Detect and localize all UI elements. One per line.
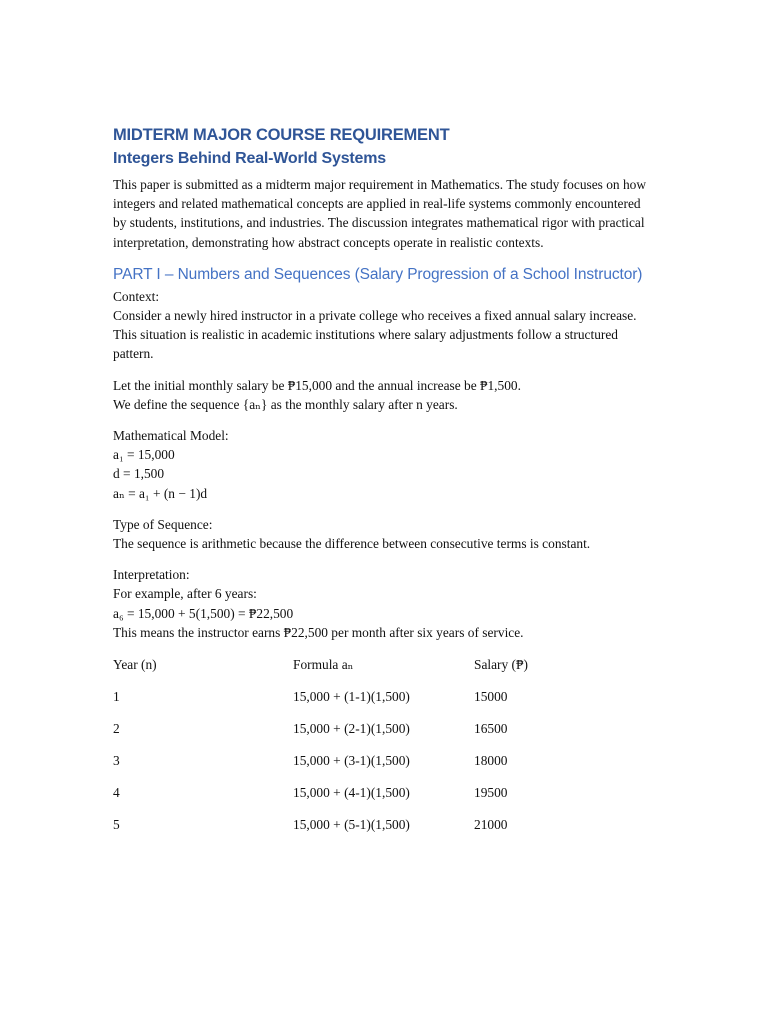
table-row <box>113 751 574 783</box>
cell-formula: 15,000 + (4-1)(1,500) <box>293 785 410 801</box>
table-row <box>113 815 574 847</box>
type-section <box>113 515 653 553</box>
setup-line-1: Let the initial monthly salary be ₱15,000 and the annual increase be ₱1,500. <box>113 377 521 393</box>
cell-year: 2 <box>113 721 120 737</box>
interp-label: Interpretation: <box>113 567 190 583</box>
setup-section <box>113 376 653 414</box>
cell-formula: 15,000 + (2-1)(1,500) <box>293 721 410 737</box>
setup-line-2: We define the sequence {aₙ} as the monthly salary after n years. <box>113 396 458 412</box>
cell-salary: 21000 <box>474 817 508 833</box>
cell-salary: 18000 <box>474 753 508 769</box>
part1-heading: PART I – Numbers and Sequences (Salary Progression of a School Instructor) <box>113 265 643 283</box>
interp-line-3: This means the instructor earns ₱22,500 per month after six years of service. <box>113 624 524 640</box>
context-label: Context: <box>113 288 160 304</box>
model-section <box>113 426 653 503</box>
type-text: The sequence is arithmetic because the difference between consecutive terms is constant. <box>113 536 591 552</box>
table-header-row <box>113 655 574 687</box>
cell-salary: 15000 <box>474 689 508 705</box>
header-formula: Formula aₙ <box>293 657 354 673</box>
cell-formula: 15,000 + (3-1)(1,500) <box>293 753 410 769</box>
document-title: MIDTERM MAJOR COURSE REQUIREMENT <box>113 126 450 144</box>
header-year: Year (n) <box>113 657 157 673</box>
table-row <box>113 783 574 815</box>
type-label: Type of Sequence: <box>113 516 213 532</box>
context-text: Consider a newly hired instructor in a private college who receives a fixed annual salary increase. This situation is realistic in academic institutions where salary adjustments follow a structured pattern. <box>113 308 637 362</box>
model-label: Mathematical Model: <box>113 428 229 444</box>
cell-year: 3 <box>113 753 120 769</box>
table-row <box>113 719 574 751</box>
cell-year: 4 <box>113 785 120 801</box>
table-row <box>113 687 574 719</box>
interp-line-1: For example, after 6 years: <box>113 586 257 602</box>
interp-line-2: a₆ = 15,000 + 5(1,500) = ₱22,500 <box>113 605 294 621</box>
header-salary: Salary (₱) <box>474 657 528 673</box>
context-section <box>113 287 653 364</box>
model-an: aₙ = a₁ + (n − 1)d <box>113 485 208 501</box>
cell-formula: 15,000 + (1-1)(1,500) <box>293 689 410 705</box>
document-body <box>113 124 653 847</box>
model-d: d = 1,500 <box>113 466 165 482</box>
salary-table <box>113 655 574 847</box>
cell-year: 1 <box>113 689 120 705</box>
cell-salary: 19500 <box>474 785 508 801</box>
model-a1: a₁ = 15,000 <box>113 447 175 463</box>
intro-paragraph: This paper is submitted as a midterm major requirement in Mathematics. The study focuses on how integers and related mathematical concepts are applied in real-life systems commonly encountered by students, institutions, and industries. The discussion integrates mathematical rigor with practical interpretation, demonstrating how abstract concepts operate in realistic contexts. <box>113 177 647 250</box>
interpretation-section <box>113 565 653 642</box>
cell-salary: 16500 <box>474 721 508 737</box>
document-subtitle: Integers Behind Real-World Systems <box>113 150 386 167</box>
cell-year: 5 <box>113 817 120 833</box>
cell-formula: 15,000 + (5-1)(1,500) <box>293 817 410 833</box>
